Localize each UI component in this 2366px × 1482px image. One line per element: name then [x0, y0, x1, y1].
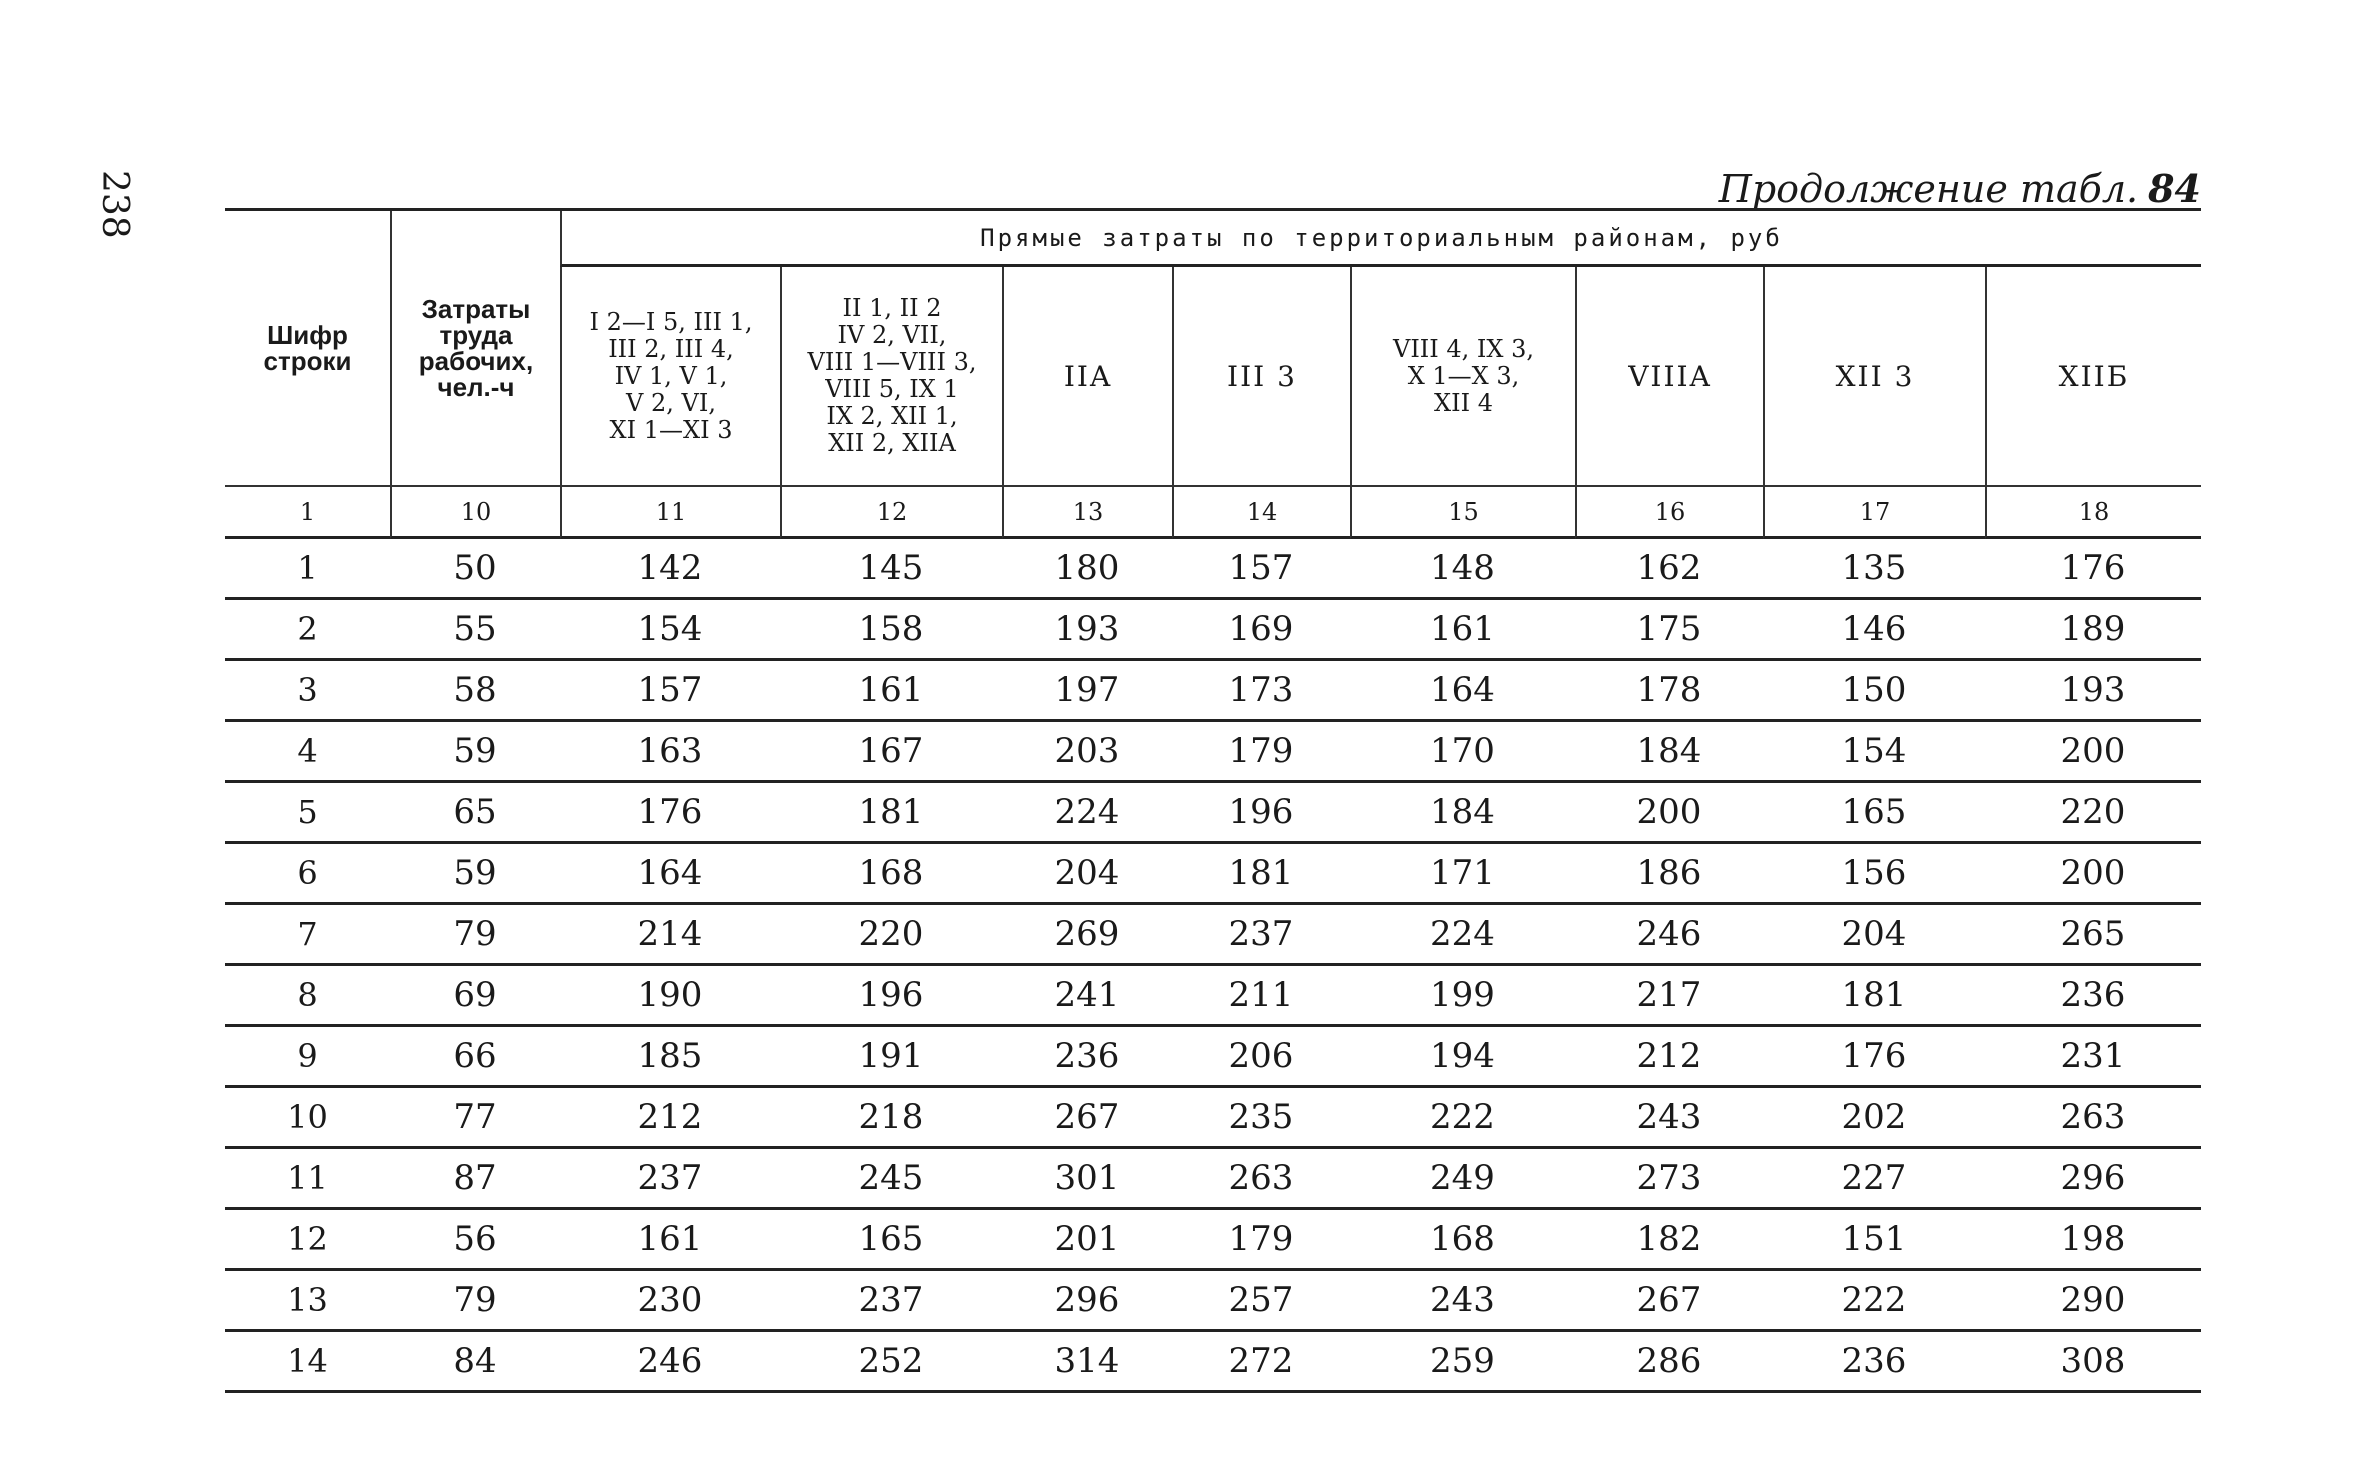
table-cell: 56	[390, 1210, 560, 1271]
table-cell: 182	[1575, 1210, 1763, 1271]
row-code: 4	[225, 722, 390, 783]
table-cell: 314	[1002, 1332, 1172, 1393]
table-cell: 198	[1985, 1210, 2201, 1271]
group-header-direct-costs: Прямые затраты по территориальным районам, руб	[560, 211, 2201, 267]
table-cell: 237	[780, 1271, 1002, 1332]
table-cell: 243	[1575, 1088, 1763, 1149]
table-cell: 296	[1002, 1271, 1172, 1332]
table-cell: 308	[1985, 1332, 2201, 1393]
table-cell: 211	[1172, 966, 1350, 1027]
table-cell: 196	[780, 966, 1002, 1027]
header-line: рабочих,	[418, 346, 534, 376]
table-cell: 231	[1985, 1027, 2201, 1088]
table-cell: 59	[390, 844, 560, 905]
table-cell: 237	[560, 1149, 780, 1210]
column-number: 13	[1002, 487, 1172, 539]
row-code: 7	[225, 905, 390, 966]
table-cell: 200	[1575, 783, 1763, 844]
header-line: IX 2, XII 1,	[826, 402, 958, 430]
header-line: IV 2, VII,	[837, 321, 947, 349]
table-cell: 50	[390, 539, 560, 600]
table-cell: 184	[1350, 783, 1575, 844]
column-number: 10	[390, 487, 560, 539]
table-cell: 184	[1575, 722, 1763, 783]
table-cell: 267	[1002, 1088, 1172, 1149]
table-cell: 222	[1763, 1271, 1985, 1332]
header-line: Затраты	[421, 294, 531, 324]
table-cell: 157	[560, 661, 780, 722]
table-cell: 190	[560, 966, 780, 1027]
header-line: V 2, VI,	[626, 388, 716, 417]
header-line: II 1, II 2	[842, 294, 942, 322]
table-cell: 171	[1350, 844, 1575, 905]
table-cell: 246	[1575, 905, 1763, 966]
header-line: VIII 1—VIII 3,	[807, 348, 977, 376]
header-line: IV 1, V 1,	[614, 361, 728, 390]
header-col-7	[1350, 267, 1575, 487]
table-cell: 156	[1763, 844, 1985, 905]
row-code: 13	[225, 1271, 390, 1332]
table-cell: 218	[780, 1088, 1002, 1149]
header-col-10	[1985, 267, 2201, 487]
table-cell: 194	[1350, 1027, 1575, 1088]
table-cell: 263	[1172, 1149, 1350, 1210]
table-cell: 65	[390, 783, 560, 844]
header-line: XI 1—XI 3	[609, 415, 733, 444]
table-cell: 235	[1172, 1088, 1350, 1149]
header-line: XII 4	[1434, 388, 1493, 417]
table-cell: 168	[1350, 1210, 1575, 1271]
table-cell: 263	[1985, 1088, 2201, 1149]
row-code: 8	[225, 966, 390, 1027]
table-cell: 173	[1172, 661, 1350, 722]
table-cell: 167	[780, 722, 1002, 783]
row-code: 11	[225, 1149, 390, 1210]
column-number: 14	[1172, 487, 1350, 539]
table-cell: 189	[1985, 600, 2201, 661]
column-number: 16	[1575, 487, 1763, 539]
table-cell: 179	[1172, 1210, 1350, 1271]
table-cell: 154	[560, 600, 780, 661]
table-cell: 181	[1763, 966, 1985, 1027]
table-cell: 181	[1172, 844, 1350, 905]
table-cell: 158	[780, 600, 1002, 661]
table-cell: 296	[1985, 1149, 2201, 1210]
table-cell: 286	[1575, 1332, 1763, 1393]
header-line: труда	[439, 320, 513, 350]
table-cell: 154	[1763, 722, 1985, 783]
table-cell: 214	[560, 905, 780, 966]
table-cell: 79	[390, 905, 560, 966]
table-cell: 168	[780, 844, 1002, 905]
table-cell: 135	[1763, 539, 1985, 600]
table-cell: 191	[780, 1027, 1002, 1088]
header-line: IIA	[1063, 359, 1113, 393]
row-code: 14	[225, 1332, 390, 1393]
table-cell: 79	[390, 1271, 560, 1332]
header-line: XII 3	[1835, 359, 1915, 393]
table-cell: 237	[1172, 905, 1350, 966]
table-cell: 193	[1985, 661, 2201, 722]
table-cell: 267	[1575, 1271, 1763, 1332]
table-cell: 200	[1985, 844, 2201, 905]
table-cell: 157	[1172, 539, 1350, 600]
header-line: VIII 4, IX 3,	[1392, 334, 1535, 363]
table-cell: 165	[780, 1210, 1002, 1271]
row-code: 6	[225, 844, 390, 905]
table-cell: 185	[560, 1027, 780, 1088]
table-cell: 222	[1350, 1088, 1575, 1149]
header-line: XII 2, XIIA	[828, 429, 956, 457]
row-code: 5	[225, 783, 390, 844]
column-number: 12	[780, 487, 1002, 539]
table-cell: 84	[390, 1332, 560, 1393]
table-cell: 243	[1350, 1271, 1575, 1332]
table-cell: 212	[1575, 1027, 1763, 1088]
table-cell: 193	[1002, 600, 1172, 661]
table-cell: 273	[1575, 1149, 1763, 1210]
table-cell: 169	[1172, 600, 1350, 661]
table-cell: 204	[1002, 844, 1172, 905]
row-code: 3	[225, 661, 390, 722]
header-line: Шифр	[267, 320, 348, 350]
table-cell: 176	[1985, 539, 2201, 600]
table-cell: 197	[1002, 661, 1172, 722]
table-cell: 252	[780, 1332, 1002, 1393]
caption-table-number: 84	[2148, 166, 2201, 211]
header-line: VIIIA	[1628, 359, 1712, 393]
table-cell: 203	[1002, 722, 1172, 783]
table-cell: 69	[390, 966, 560, 1027]
table-cell: 220	[1985, 783, 2201, 844]
table-cell: 176	[1763, 1027, 1985, 1088]
table-cell: 290	[1985, 1271, 2201, 1332]
table-cell: 170	[1350, 722, 1575, 783]
table-cell: 178	[1575, 661, 1763, 722]
header-line: X 1—X 3,	[1407, 361, 1520, 390]
table-cell: 257	[1172, 1271, 1350, 1332]
table-cell: 200	[1985, 722, 2201, 783]
table-cell: 164	[1350, 661, 1575, 722]
table-cell: 269	[1002, 905, 1172, 966]
table-cell: 249	[1350, 1149, 1575, 1210]
header-line: строки	[263, 346, 352, 376]
row-code: 1	[225, 539, 390, 600]
header-col-4	[780, 267, 1002, 487]
table-cell: 151	[1763, 1210, 1985, 1271]
header-line: III 2, III 4,	[608, 334, 734, 363]
table-cell: 87	[390, 1149, 560, 1210]
table-cell: 186	[1575, 844, 1763, 905]
table-cell: 145	[780, 539, 1002, 600]
table-cell: 301	[1002, 1149, 1172, 1210]
table-cell: 245	[780, 1149, 1002, 1210]
table-cell: 148	[1350, 539, 1575, 600]
column-number: 17	[1763, 487, 1985, 539]
table-cell: 55	[390, 600, 560, 661]
table-cell: 196	[1172, 783, 1350, 844]
table-cell: 206	[1172, 1027, 1350, 1088]
table-cell: 241	[1002, 966, 1172, 1027]
header-col-2	[390, 211, 560, 487]
table-cell: 162	[1575, 539, 1763, 600]
table-cell: 59	[390, 722, 560, 783]
table-cell: 202	[1763, 1088, 1985, 1149]
header-col-8	[1575, 267, 1763, 487]
row-code: 10	[225, 1088, 390, 1149]
header-line: I 2—I 5, III 1,	[589, 307, 753, 336]
table-cell: 161	[560, 1210, 780, 1271]
table-cell: 204	[1763, 905, 1985, 966]
column-number: 1	[225, 487, 390, 539]
table-cell: 142	[560, 539, 780, 600]
table-cell: 77	[390, 1088, 560, 1149]
page-number: 238	[94, 170, 135, 239]
table-cell: 161	[1350, 600, 1575, 661]
table-cell: 150	[1763, 661, 1985, 722]
row-code: 9	[225, 1027, 390, 1088]
header-line: чел.-ч	[437, 372, 515, 402]
table-cell: 146	[1763, 600, 1985, 661]
table-cell: 246	[560, 1332, 780, 1393]
table-cell: 265	[1985, 905, 2201, 966]
table-cell: 272	[1172, 1332, 1350, 1393]
table-cell: 230	[560, 1271, 780, 1332]
column-number: 18	[1985, 487, 2201, 539]
header-col-5	[1002, 267, 1172, 487]
table-cell: 176	[560, 783, 780, 844]
header-line: VIII 5, IX 1	[825, 375, 959, 403]
row-code: 12	[225, 1210, 390, 1271]
table-cell: 163	[560, 722, 780, 783]
table-cell: 58	[390, 661, 560, 722]
table-cell: 236	[1763, 1332, 1985, 1393]
table-cell: 217	[1575, 966, 1763, 1027]
table-cell: 66	[390, 1027, 560, 1088]
caption-text: Продолжение табл.	[1718, 167, 2139, 211]
table-cell: 236	[1985, 966, 2201, 1027]
table-cell: 236	[1002, 1027, 1172, 1088]
table-cell: 259	[1350, 1332, 1575, 1393]
table-caption	[1719, 166, 2201, 211]
table-cell: 181	[780, 783, 1002, 844]
table-cell: 161	[780, 661, 1002, 722]
cost-table	[225, 208, 2201, 1393]
header-line: XIIБ	[2058, 359, 2130, 393]
table-cell: 220	[780, 905, 1002, 966]
table-cell: 165	[1763, 783, 1985, 844]
table-cell: 224	[1350, 905, 1575, 966]
table-cell: 212	[560, 1088, 780, 1149]
header-col-1	[225, 211, 390, 487]
table-cell: 175	[1575, 600, 1763, 661]
column-number: 15	[1350, 487, 1575, 539]
header-col-3	[560, 267, 780, 487]
table-cell: 180	[1002, 539, 1172, 600]
row-code: 2	[225, 600, 390, 661]
header-col-6	[1172, 267, 1350, 487]
table-cell: 201	[1002, 1210, 1172, 1271]
table-cell: 179	[1172, 722, 1350, 783]
header-line: III 3	[1227, 359, 1297, 393]
header-col-9	[1763, 267, 1985, 487]
table-cell: 199	[1350, 966, 1575, 1027]
table-cell: 227	[1763, 1149, 1985, 1210]
column-number: 11	[560, 487, 780, 539]
table-cell: 224	[1002, 783, 1172, 844]
table-cell: 164	[560, 844, 780, 905]
